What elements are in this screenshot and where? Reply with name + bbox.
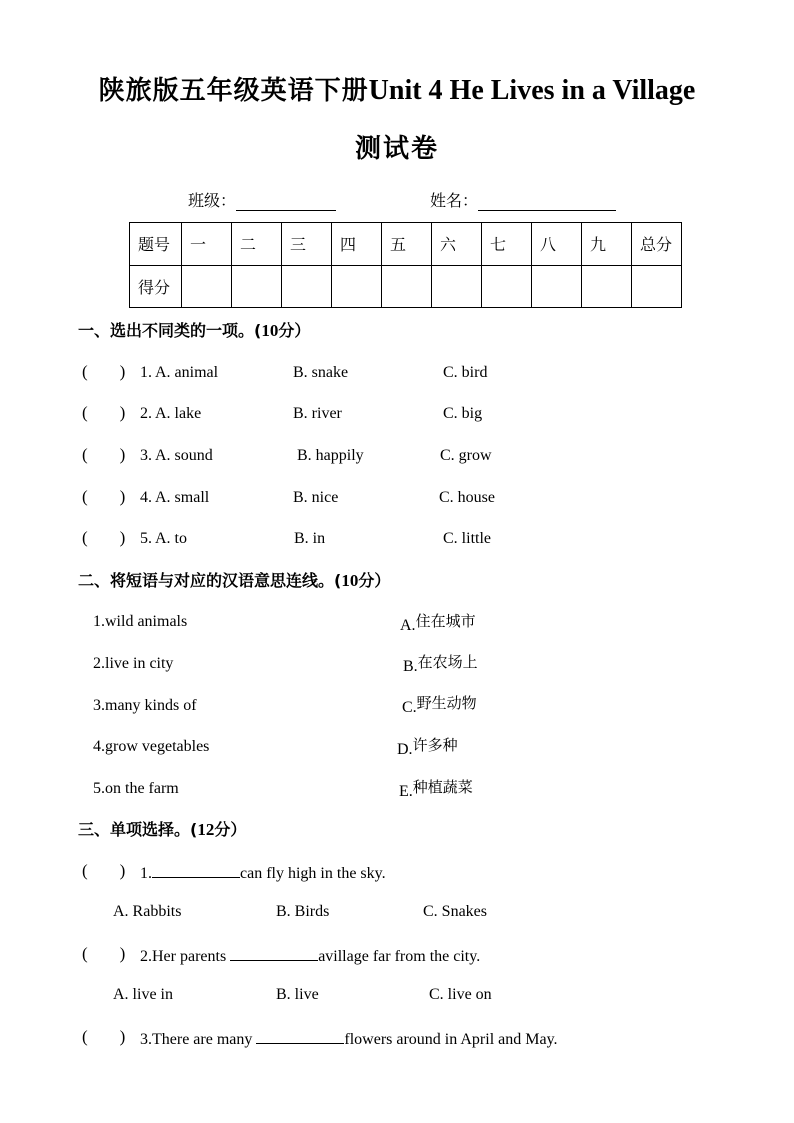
answer-parens[interactable]: ( ) [82, 487, 126, 506]
match-right-letter: B. [403, 658, 418, 675]
question-number: 3.There are many [140, 1031, 257, 1048]
score-table-header-row [130, 223, 682, 266]
answer-parens[interactable]: ( ) [82, 944, 126, 963]
score-input-cell[interactable] [582, 265, 632, 308]
option-a: A. to [155, 530, 187, 547]
score-cell: 八 [532, 223, 582, 266]
score-input-cell[interactable] [332, 265, 382, 308]
score-row-label: 得分 [130, 265, 182, 308]
question-number: 4. [140, 489, 152, 506]
match-right-text: 在农场上 [417, 653, 478, 671]
name-blank[interactable] [478, 192, 616, 211]
section-3-heading-suffix: 分） [214, 820, 247, 839]
option-a: A. sound [155, 447, 213, 464]
option-a: A. animal [155, 364, 219, 381]
option-a: A. lake [155, 405, 202, 422]
score-cell: 三 [282, 223, 332, 266]
section-1-heading [78, 318, 310, 341]
match-right-item[interactable] [399, 776, 473, 800]
section-3-heading-text: 三、单项选择。( [78, 820, 198, 839]
option-b: B. nice [293, 489, 339, 506]
score-input-cell[interactable] [182, 265, 232, 308]
match-right-letter: E. [399, 783, 413, 800]
section-1-heading-text: 一、选出不同类的一项。( [78, 321, 262, 340]
name-field [430, 188, 616, 211]
answer-blank[interactable] [256, 1029, 344, 1044]
option-c: C. live on [429, 986, 492, 1003]
option-b: B. in [294, 530, 326, 547]
section-3-points: 12 [197, 820, 215, 839]
question-stem [140, 1029, 558, 1049]
option-c: C. Snakes [423, 903, 487, 920]
page-title [0, 70, 794, 107]
answer-parens[interactable]: ( ) [82, 362, 126, 381]
score-table-score-row [130, 265, 682, 308]
score-cell: 题号 [130, 223, 182, 266]
option-b: B. snake [293, 364, 349, 381]
option-a: A. live in [113, 986, 173, 1003]
section-2-heading-text: 二、将短语与对应的汉语意思连线。( [78, 571, 342, 590]
name-label: 姓名： [430, 191, 479, 210]
match-right-letter: A. [400, 617, 416, 634]
section-2-heading-suffix: 分） [358, 571, 391, 590]
title-chinese: 陕旅版五年级英语下册 [98, 76, 369, 106]
score-cell: 四 [332, 223, 382, 266]
question-number: 5. [140, 530, 152, 547]
match-left-item[interactable]: 1.wild animals [93, 613, 188, 630]
question-text: can fly high in the sky. [240, 865, 386, 882]
answer-parens[interactable]: ( ) [82, 403, 126, 422]
question-text: avillage far from the city. [318, 948, 481, 965]
match-right-letter: D. [397, 741, 413, 758]
score-cell: 总分 [632, 223, 682, 266]
score-cell: 六 [432, 223, 482, 266]
match-right-item[interactable] [402, 692, 477, 716]
question-text: flowers around in April and May. [344, 1031, 558, 1048]
option-c: C. house [439, 489, 495, 506]
section-3-heading [78, 817, 246, 840]
class-blank[interactable] [236, 192, 336, 211]
question-number: 1. [140, 364, 152, 381]
match-left-item[interactable]: 3.many kinds of [93, 697, 197, 714]
score-cell: 二 [232, 223, 282, 266]
option-b: B. happily [297, 447, 364, 464]
section-2-points: 10 [341, 571, 359, 590]
question-number: 1. [140, 865, 152, 882]
question-stem [140, 863, 386, 883]
class-field [188, 188, 336, 211]
question-number: 2.Her parents [140, 948, 231, 965]
match-left-item[interactable]: 4.grow vegetables [93, 738, 210, 755]
match-right-item[interactable] [403, 651, 478, 675]
option-c: C. big [443, 405, 483, 422]
score-input-cell[interactable] [282, 265, 332, 308]
match-right-text: 野生动物 [416, 694, 477, 712]
option-c: C. bird [443, 364, 488, 381]
match-right-text: 许多种 [412, 736, 458, 754]
answer-parens[interactable]: ( ) [82, 528, 126, 547]
match-left-item[interactable]: 5.on the farm [93, 780, 179, 797]
option-b: B. Birds [276, 903, 330, 920]
option-b: B. river [293, 405, 342, 422]
score-input-cell[interactable] [532, 265, 582, 308]
question-stem [140, 946, 480, 966]
score-table [129, 222, 682, 308]
question-number: 2. [140, 405, 152, 422]
option-a: A. small [155, 489, 210, 506]
class-label: 班级： [188, 191, 237, 210]
answer-parens[interactable]: ( ) [82, 1027, 126, 1046]
page-subtitle: 测试卷 [354, 134, 439, 164]
score-cell: 五 [382, 223, 432, 266]
option-a: A. Rabbits [113, 903, 182, 920]
score-cell: 七 [482, 223, 532, 266]
score-input-cell[interactable] [382, 265, 432, 308]
section-1-points: 10 [261, 321, 279, 340]
question-number: 3. [140, 447, 152, 464]
answer-parens[interactable]: ( ) [82, 445, 126, 464]
option-b: B. live [276, 986, 319, 1003]
section-2-heading [78, 568, 390, 591]
answer-blank[interactable] [230, 946, 318, 961]
score-input-cell[interactable] [482, 265, 532, 308]
answer-parens[interactable]: ( ) [82, 861, 126, 880]
match-right-letter: C. [402, 699, 417, 716]
match-right-item[interactable] [400, 610, 476, 634]
match-left-item[interactable]: 2.live in city [93, 655, 174, 672]
match-right-item[interactable] [397, 734, 458, 758]
answer-blank[interactable] [152, 863, 240, 878]
section-1-heading-suffix: 分） [278, 321, 311, 340]
option-c: C. grow [440, 447, 492, 464]
match-right-text: 种植蔬菜 [412, 778, 473, 796]
score-cell: 九 [582, 223, 632, 266]
title-english: Unit 4 He Lives in a Village [368, 75, 696, 106]
score-input-cell[interactable] [632, 265, 682, 308]
match-right-text: 住在城市 [415, 612, 476, 630]
score-cell: 一 [182, 223, 232, 266]
score-input-cell[interactable] [232, 265, 282, 308]
option-c: C. little [443, 530, 491, 547]
score-input-cell[interactable] [432, 265, 482, 308]
